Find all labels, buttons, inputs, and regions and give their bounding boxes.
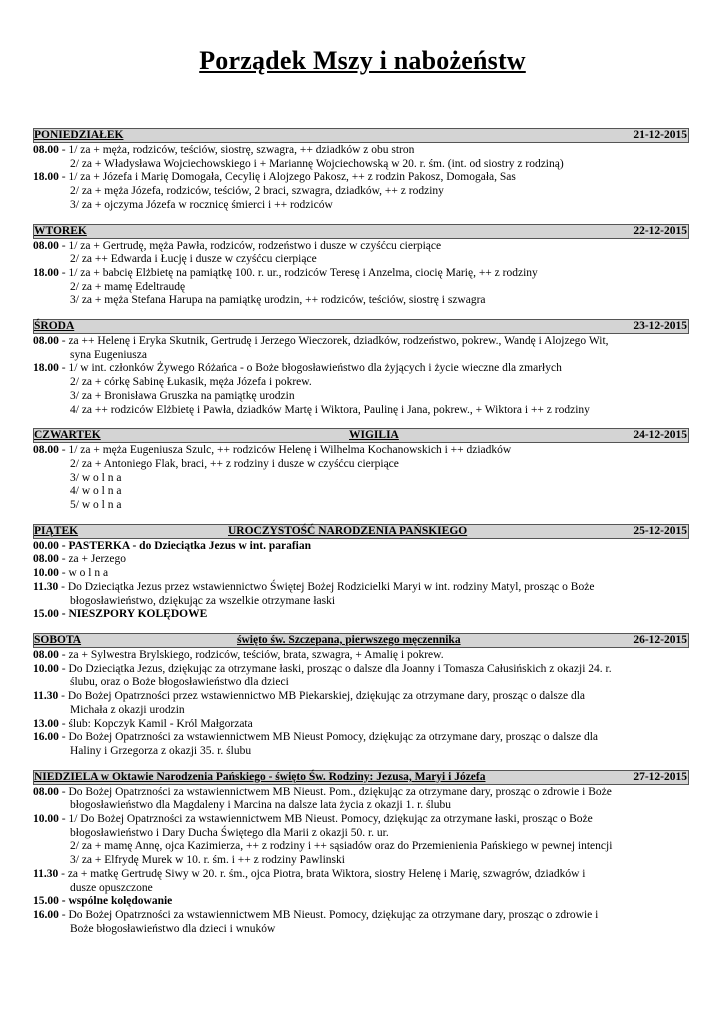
intention-text: Boże błogosławieństwo dla dzieci i wnuków [70, 922, 276, 935]
intention-text: Michała z okazji urodzin [70, 703, 185, 716]
intention-text: - Do Dzieciątka Jezus przez wstawiennictwo Świętej Bożej Rodzicielki Maryi w int. rodziny Matyl, prosząc o Boże [58, 580, 595, 593]
mass-time: 08.00 [33, 335, 59, 348]
mass-time: 00.00 [33, 539, 59, 552]
intention-text: - Do Bożej Opatrzności za wstawiennictwem MB Nieust. Pomocy, dziękując za otrzymane dary, prosząc o zdrowie i [58, 908, 599, 921]
intention-text: dusze opuszczone [70, 881, 153, 894]
day-section [33, 319, 689, 417]
intention-text: ślubu, oraz o Boże błogosławieństwo dla dzieci [70, 676, 289, 689]
mass-intention [33, 895, 689, 909]
intention-text: - za + Sylwestra Brylskiego, rodziców, teściów, brata, szwagra, + Amalię i pokrew. [58, 648, 444, 661]
mass-intention [33, 868, 689, 882]
day-date: 26-12-2015 [633, 633, 687, 646]
day-header [33, 319, 689, 334]
feast-name: święto św. Szczepana, pierwszego męczennika [237, 633, 461, 646]
mass-intention [33, 199, 689, 213]
day-name: WTOREK [34, 224, 87, 237]
mass-time: 08.00 [33, 444, 59, 457]
day-section [33, 128, 689, 213]
day-name: PONIEDZIAŁEK [34, 129, 124, 141]
mass-intention [33, 813, 689, 827]
day-section [33, 633, 689, 759]
mass-intention [33, 608, 689, 622]
mass-intention [33, 472, 689, 486]
intention-text: 5/ w o l n a [70, 499, 122, 512]
intention-text: - 1/ za + Gertrudę, męża Pawła, rodziców, rodzeństwo i dusze w czyśćcu cierpiące [58, 239, 442, 252]
intention-text: - wspólne kolędowanie [58, 895, 173, 908]
mass-intention [33, 335, 689, 349]
mass-intention [33, 240, 689, 254]
mass-intention [33, 499, 689, 513]
mass-intention [33, 485, 689, 499]
mass-time: 13.00 [33, 717, 59, 730]
mass-intention [33, 567, 689, 581]
mass-intention [33, 676, 689, 690]
mass-intention [33, 158, 689, 172]
intention-text: 2/ za + Władysława Wojciechowskiego i + Mariannę Wojciechowską w 20. r. śm. (int. od siostry z rodziną) [70, 157, 564, 170]
day-header [33, 770, 689, 785]
mass-time: 10.00 [33, 813, 59, 826]
intention-text: 2/ za ++ Edwarda i Łucję i dusze w czyśćcu cierpiące [70, 253, 317, 266]
mass-intention [33, 663, 689, 677]
mass-intention [33, 185, 689, 199]
mass-intention [33, 690, 689, 704]
intention-text: błogosławieństwo dla Magdaleny i Marcina na dalsze lata życia z okazji 1. r. ślubu [70, 799, 451, 812]
intention-text: 3/ za + męża Stefana Harupa na pamiątkę urodzin, ++ rodziców, teściów, siostrę i szwagra [70, 294, 486, 307]
mass-time: 08.00 [33, 648, 59, 661]
day-section [33, 524, 689, 622]
day-section [33, 770, 689, 937]
mass-intention [33, 840, 689, 854]
intention-text: - Do Bożej Opatrzności za wstawiennictwem MB Nieust Pomocy, dziękując za otrzymane dary, prosząc o dalsze dla [58, 731, 599, 744]
mass-time: 18.00 [33, 362, 59, 375]
mass-intention [33, 553, 689, 567]
mass-intention [33, 909, 689, 923]
mass-time: 11.30 [33, 690, 59, 703]
day-date: 24-12-2015 [633, 429, 687, 442]
intention-text: - za ++ Helenę i Eryka Skutnik, Gertrudę i Jerzego Wieczorek, dziadków, rodzeństwo, pokrew., Wandę i Alojzego Wit, [58, 335, 609, 348]
intention-text: 2/ za + mamę Annę, ojca Kazimierza, ++ z rodziny i ++ sąsiadów oraz do Przemienienia Pańskiego w pewnej intencji [70, 840, 613, 853]
day-date: 27-12-2015 [633, 770, 687, 783]
mass-time: 16.00 [33, 908, 59, 921]
mass-intention [33, 799, 689, 813]
intention-text: - za + matkę Gertrudę Siwy w 20. r. śm., ojca Piotra, brata Wiktora, siostry Helenę i Marię, szwagrów, dziadków i [58, 867, 586, 880]
mass-intention [33, 540, 689, 554]
intention-text: 2/ za + męża Józefa, rodziców, teściów, 2 braci, szwagra, dziadków, ++ z rodziny [70, 185, 444, 198]
intention-text: - za + Jerzego [58, 553, 127, 566]
mass-intention [33, 745, 689, 759]
intention-text: - Do Dzieciątka Jezus, dziękując za otrzymane łaski, prosząc o dalsze dla Joanny i Tomasza Całusińskich z okazji 24. r. [58, 662, 612, 675]
mass-intention [33, 362, 689, 376]
mass-intention [33, 882, 689, 896]
page-title: Porządek Mszy i nabożeństw [199, 46, 526, 75]
mass-intention [33, 267, 689, 281]
intention-text: 3/ w o l n a [70, 471, 122, 484]
schedule [33, 128, 689, 947]
mass-intention [33, 171, 689, 185]
mass-intention [33, 444, 689, 458]
day-name: PIĄTEK [34, 524, 79, 537]
mass-time: 18.00 [33, 171, 59, 184]
intention-text: - ślub: Kopczyk Kamil - Król Małgorzata [58, 717, 253, 730]
day-date: 22-12-2015 [633, 224, 687, 237]
mass-intention [33, 349, 689, 363]
mass-time: 08.00 [33, 144, 59, 156]
day-header [33, 128, 689, 143]
mass-intention [33, 923, 689, 937]
mass-time: 10.00 [33, 662, 59, 675]
intention-text: 2/ za + córkę Sabinę Łukasik, męża Józefa i pokrew. [70, 376, 312, 389]
mass-intention [33, 649, 689, 663]
mass-intention [33, 595, 689, 609]
day-section [33, 428, 689, 513]
intention-text: - 1/ w int. członków Żywego Różańca - o Boże błogosławieństwo dla żyjących i życie wieczne dla zmarłych [58, 362, 562, 375]
mass-intention [33, 376, 689, 390]
day-date: 25-12-2015 [633, 524, 687, 537]
mass-intention [33, 294, 689, 308]
intention-text: 2/ za + Antoniego Flak, braci, ++ z rodziny i dusze w czyśćcu cierpiące [70, 457, 399, 470]
mass-intention [33, 718, 689, 732]
day-name: CZWARTEK [34, 429, 101, 442]
mass-intention [33, 253, 689, 267]
intention-text: - 1/ za + męża, rodziców, teściów, siostrę, szwagra, ++ dziadków z obu stron [58, 144, 415, 156]
mass-intention [33, 390, 689, 404]
mass-time: 10.00 [33, 567, 59, 580]
day-name: NIEDZIELA w Oktawie Narodzenia Pańskiego - święto Św. Rodziny: Jezusa, Maryi i Józefa [34, 770, 486, 783]
mass-time: 18.00 [33, 266, 59, 279]
day-name: ŚRODA [34, 320, 75, 333]
mass-time: 08.00 [33, 239, 59, 252]
intention-text: 2/ za + mamę Edeltraudę [70, 280, 186, 293]
feast-name: UROCZYSTOŚĆ NARODZENIA PAŃSKIEGO [228, 524, 468, 537]
mass-intention [33, 458, 689, 472]
mass-time: 15.00 [33, 895, 59, 908]
intention-text: błogosławieństwo, dziękując za wszelkie otrzymane łaski [70, 594, 336, 607]
mass-intention [33, 704, 689, 718]
day-name: SOBOTA [34, 633, 82, 646]
day-date: 23-12-2015 [633, 320, 687, 333]
intention-text: - 1/ za + męża Eugeniusza Szulc, ++ rodziców Helenę i Wilhelma Kochanowskich i ++ dziadków [58, 444, 512, 457]
day-header [33, 224, 689, 239]
mass-intention [33, 581, 689, 595]
mass-time: 08.00 [33, 785, 59, 798]
intention-text: 4/ w o l n a [70, 485, 122, 498]
intention-text: 3/ za + Bronisława Gruszka na pamiątkę urodzin [70, 389, 295, 402]
intention-text: - NIESZPORY KOLĘDOWE [58, 608, 208, 621]
intention-text: - w o l n a [58, 567, 109, 580]
day-date: 21-12-2015 [633, 129, 687, 141]
intention-text: syna Eugeniusza [70, 348, 147, 361]
day-header [33, 428, 689, 443]
intention-text: błogosławieństwo i Dary Ducha Świętego dla Marii z okazji 50. r. ur. [70, 826, 389, 839]
intention-text: - 1/ za + Józefa i Marię Domogała, Cecylię i Alojzego Pakosz, ++ z rodzin Pakosz, Domogała, Sas [58, 171, 516, 184]
mass-intention [33, 854, 689, 868]
feast-name: WIGILIA [349, 429, 399, 442]
mass-time: 08.00 [33, 553, 59, 566]
mass-intention [33, 731, 689, 745]
mass-time: 15.00 [33, 608, 59, 621]
intention-text: 3/ za + Elfrydę Murek w 10. r. śm. i ++ z rodziny Pawlinski [70, 854, 345, 867]
mass-intention [33, 827, 689, 841]
mass-intention [33, 404, 689, 418]
intention-text: 3/ za + ojczyma Józefa w rocznicę śmierci i ++ rodziców [70, 198, 333, 211]
intention-text: - Do Bożej Opatrzności za wstawiennictwem MB Nieust. Pom., dziękując za otrzymane dary, prosząc o zdrowie i Boże [58, 785, 612, 798]
intention-text: - PASTERKA - do Dzieciątka Jezus w int. parafian [58, 539, 312, 552]
intention-text: - Do Bożej Opatrzności przez wstawiennictwo MB Piekarskiej, dziękując za otrzymane dary, prosząc o dalsze dla [58, 690, 586, 703]
day-header [33, 524, 689, 539]
mass-intention [33, 144, 689, 158]
intention-text: - 1/ Do Bożej Opatrzności za wstawiennictwem MB Nieust. Pomocy, dziękując za otrzymane łaski, prosząc o Boże [58, 813, 593, 826]
mass-time: 11.30 [33, 867, 59, 880]
mass-time: 16.00 [33, 731, 59, 744]
day-section [33, 224, 689, 309]
intention-text: - 1/ za + babcię Elżbietę na pamiątkę 100. r. ur., rodziców Teresę i Anzelma, ciocię Marię, ++ z rodziny [58, 266, 538, 279]
mass-intention [33, 281, 689, 295]
day-header [33, 633, 689, 648]
intention-text: Haliny i Grzegorza z okazji 35. r. ślubu [70, 744, 252, 757]
intention-text: 4/ za ++ rodziców Elżbietę i Pawła, dziadków Martę i Wiktora, Paulinę i Jana, pokrew., + Wiktora i ++ z rodziny [70, 403, 590, 416]
mass-intention [33, 786, 689, 800]
mass-time: 11.30 [33, 580, 59, 593]
